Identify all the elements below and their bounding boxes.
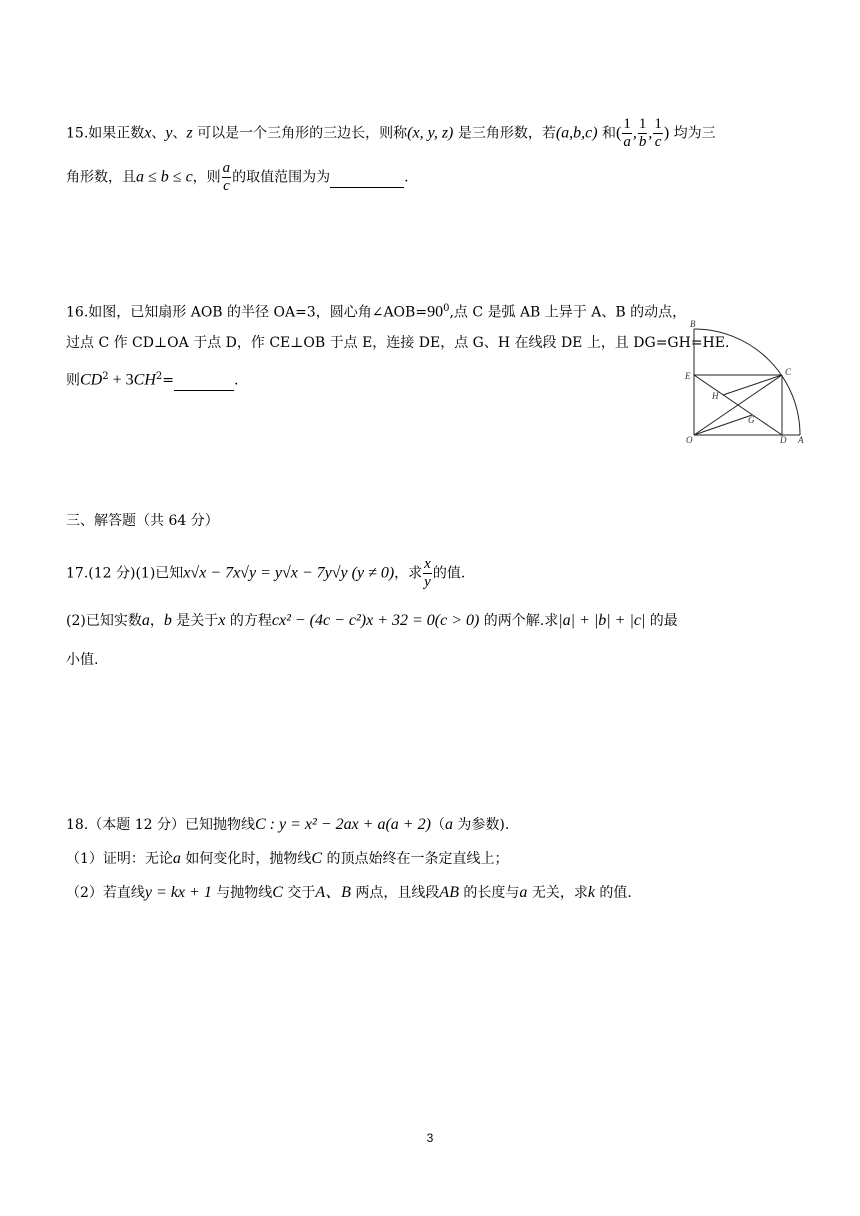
q18-text: 18.（本题 12 分）已知抛物线 [66, 817, 255, 833]
sep: 、 [172, 125, 187, 142]
q18-text: （2）若直线 [66, 885, 145, 901]
q18-line1 [66, 816, 509, 834]
q16-text: 16.如图，已知扇形 AOB 的半径 OA=3，圆心角∠AOB= [66, 304, 428, 321]
comma: , [632, 124, 637, 142]
q16-text: 则 [66, 372, 80, 389]
label-o: O [686, 435, 693, 445]
q18-text: 的顶点始终在一条定直线上； [322, 851, 509, 867]
frac-1-a [622, 116, 632, 151]
den: y [424, 574, 431, 590]
var-a: a [519, 884, 528, 901]
frac-a-c [222, 160, 232, 195]
den: c [654, 134, 662, 150]
parabola-equation: C : y = x² − 2ax + a(a + 2) [254, 816, 431, 833]
answer-blank[interactable] [174, 372, 234, 391]
q18-line3 [66, 884, 632, 902]
q18-text: 与抛物线 [211, 885, 273, 901]
ch: CH [133, 371, 156, 389]
var-c: C [272, 884, 283, 901]
q15-text: 和 [597, 125, 617, 142]
q18-text: 交于 [282, 885, 316, 901]
label-c: C [785, 367, 792, 377]
q16-line2 [66, 334, 729, 352]
den: c [223, 178, 230, 194]
arc-ab [694, 329, 800, 435]
den: b [638, 134, 647, 150]
paren: ) [663, 124, 670, 142]
var-y: y [165, 124, 173, 142]
q15-text: 角形数，且 [66, 169, 136, 186]
segment-ch [723, 375, 782, 395]
q15-line2 [66, 160, 409, 195]
square: 2 [155, 371, 163, 382]
period: . [404, 169, 409, 186]
var-b: b [163, 612, 172, 629]
label-a: A [798, 435, 804, 445]
q17-text: 的方程 [225, 613, 272, 629]
q18-text: 两点，且线段 [350, 885, 440, 901]
var-a: a [444, 816, 453, 833]
var-a: a [141, 612, 150, 629]
q15-text: 15.如果正数 [66, 125, 145, 142]
sector-figure [680, 315, 820, 445]
section-title-text: 三、解答题（共 64 分） [66, 513, 219, 529]
q18-text: 的值. [594, 885, 632, 901]
var-x: x [144, 124, 152, 142]
inequality: a ≤ b ≤ c [136, 168, 193, 186]
q15-text: 可以是一个三角形的三边长，则称 [192, 125, 408, 142]
period: . [233, 372, 239, 389]
var-z: z [186, 124, 193, 142]
segment-ab: AB [439, 884, 459, 901]
tuple-xyz: (x, y, z) [407, 124, 454, 142]
num: 1 [638, 116, 647, 132]
abs-sum: |a| + |b| + |c| [558, 612, 646, 629]
q17-text: 是关于 [171, 613, 219, 629]
q17-text: 小值. [66, 652, 99, 668]
q17-line1 [66, 556, 465, 591]
degree-mark: 0 [443, 303, 450, 314]
square: 2 [102, 371, 109, 382]
frac-1-b [638, 116, 648, 151]
comma: ， [149, 613, 164, 629]
frac-x-y [423, 556, 432, 591]
num: 1 [623, 116, 631, 132]
frac-1-c [653, 116, 663, 151]
paren: ( [616, 124, 622, 142]
num: x [424, 556, 431, 572]
segment-og [694, 415, 752, 435]
cd: CD [80, 371, 103, 389]
var-a: a [172, 850, 181, 867]
q15-text: 均为三 [669, 125, 716, 142]
q18-text: 的长度与 [458, 885, 520, 901]
q18-text: 无关，求 [527, 885, 588, 901]
tuple-abc: (a,b,c) [555, 124, 598, 142]
q17-text: 的值. [432, 565, 466, 582]
line-equation: y = kx + 1 [144, 884, 212, 901]
q18-text: （ [430, 817, 445, 833]
q16-text: 过点 C 作 CD⊥OA 于点 D，作 CE⊥OB 于点 E，连接 DE，点 G、H 在线段 DE 上，且 DG=GH=HE. [66, 335, 730, 351]
q18-text: 为参数). [452, 817, 510, 833]
angle-value: 90 [427, 303, 444, 321]
q17-quadratic: cx² − (4c − c²)x + 32 = 0(c > 0) [271, 612, 480, 629]
q17-text: (2)已知实数 [66, 613, 142, 629]
q17-text: 17.(12 分)(1)已知 [66, 565, 184, 582]
q18-text: 如何变化时，抛物线 [180, 851, 312, 867]
sep: 、 [151, 125, 166, 142]
points-ab: A、B [315, 884, 351, 901]
q17-text: 的最 [645, 613, 678, 629]
label-d: D [780, 435, 787, 445]
q15-line1 [66, 116, 716, 151]
q16-line3 [66, 368, 238, 391]
page-number: 3 [426, 1131, 434, 1145]
den: a [623, 134, 631, 150]
q17-text: ，求 [394, 565, 423, 582]
q18-line2 [66, 850, 509, 868]
q17-line3 [66, 651, 98, 669]
q16-text: ,点 C 是弧 AB 上异于 A、B 的动点， [449, 304, 687, 321]
num: 1 [654, 116, 662, 132]
answer-blank[interactable] [330, 169, 404, 188]
var-k: k [587, 884, 595, 901]
equals: = [162, 372, 174, 389]
q16-line1 [66, 300, 686, 322]
comma: , [648, 124, 653, 142]
section-title [66, 512, 219, 530]
var-c: C [311, 850, 323, 867]
q18-text: （1）证明：无论 [66, 851, 173, 867]
label-h: H [712, 391, 719, 401]
q15-text: 的取值范围为为 [232, 169, 331, 186]
plus-3: + 3 [108, 371, 134, 389]
label-b: B [690, 319, 696, 329]
q17-text: 的两个解.求 [479, 613, 559, 629]
q17-line2 [66, 612, 678, 630]
q15-text: ，则 [192, 169, 221, 186]
q17-equation: x√x − 7x√y = y√x − 7y√y (y ≠ 0) [183, 564, 395, 582]
var-x: x [218, 612, 226, 629]
num: a [222, 160, 231, 176]
label-g: G [748, 415, 755, 425]
q15-text: 是三角形数，若 [453, 125, 556, 142]
label-e: E [685, 371, 691, 381]
